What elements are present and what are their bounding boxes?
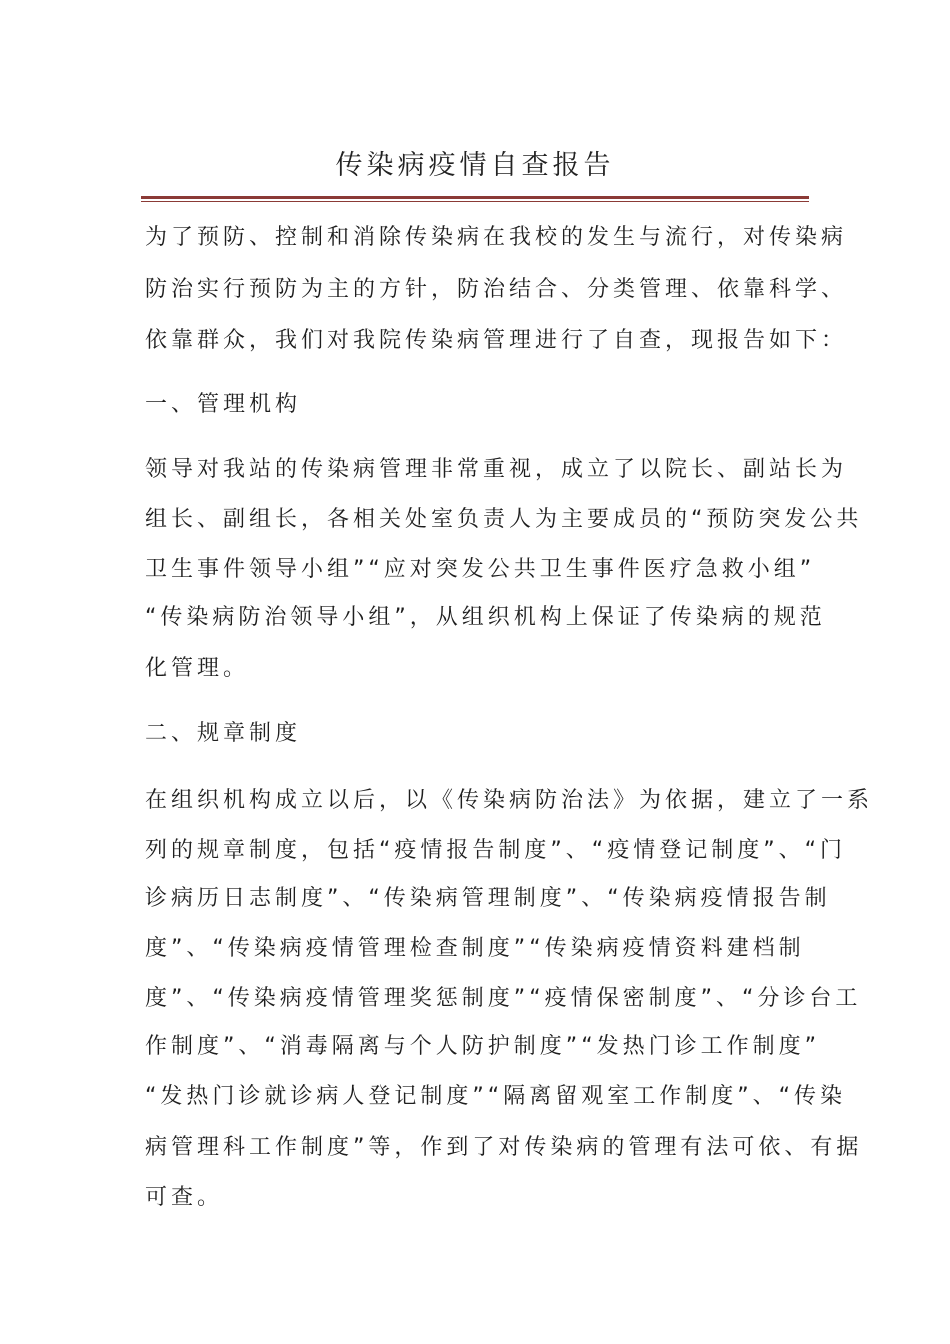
paragraph-line: “发热门诊就诊病人登记制度”“隔离留观室工作制度”、“传染 [145, 1084, 846, 1109]
paragraph-line: 度”、“传染病疫情管理奖惩制度”“疫情保密制度”、“分诊台工 [145, 986, 862, 1011]
paragraph-line: 可查。 [145, 1185, 224, 1210]
title-divider-thick [141, 196, 809, 199]
paragraph-line: 依靠群众，我们对我院传染病管理进行了自查，现报告如下： [145, 328, 848, 353]
paragraph-line: 度”、“传染病疫情管理检查制度”“传染病疫情资料建档制 [145, 936, 805, 961]
paragraph-line: 化管理。 [145, 656, 250, 681]
paragraph-line: 作制度”、“消毒隔离与个人防护制度”“发热门诊工作制度” [145, 1034, 820, 1059]
paragraph-line: 防治实行预防为主的方针，防治结合、分类管理、依靠科学、 [145, 277, 848, 302]
title-divider [141, 196, 809, 202]
section-heading: 二、规章制度 [145, 721, 302, 746]
title-divider-thin [141, 201, 809, 202]
paragraph-line: 病管理科工作制度”等，作到了对传染病的管理有法可依、有据 [145, 1135, 863, 1160]
paragraph-line: 组长、副组长，各相关处室负责人为主要成员的“预防突发公共 [145, 507, 863, 532]
paragraph-line: 列的规章制度，包括“疫情报告制度”、“疫情登记制度”、“门 [145, 838, 846, 863]
paragraph-line: 卫生事件领导小组”“应对突发公共卫生事件医疗急救小组” [145, 557, 816, 582]
paragraph-line: 诊病历日志制度”、“传染病管理制度”、“传染病疫情报告制 [145, 886, 831, 911]
paragraph-line: “传染病防治领导小组”，从组织机构上保证了传染病的规范 [145, 605, 826, 630]
paragraph-line: 领导对我站的传染病管理非常重视，成立了以院长、副站长为 [145, 457, 848, 482]
document-title: 传染病疫情自查报告 [335, 150, 615, 181]
paragraph-line: 在组织机构成立以后，以《传染病防治法》为依据，建立了一系 [145, 788, 874, 813]
section-heading: 一、管理机构 [145, 392, 302, 417]
paragraph-line: 为了预防、控制和消除传染病在我校的发生与流行，对传染病 [145, 225, 848, 250]
